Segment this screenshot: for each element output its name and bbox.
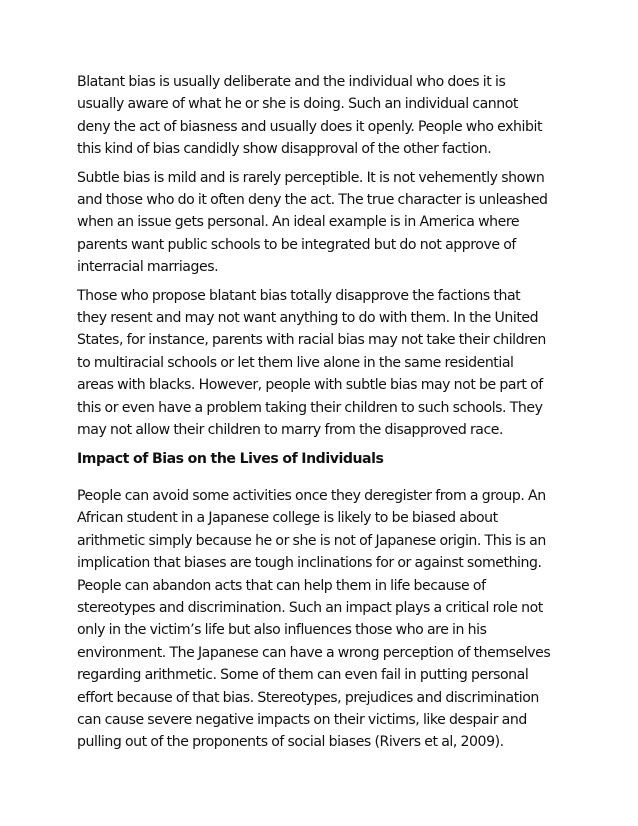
text-line: they resent and may not want anything to do with them. In the United bbox=[77, 310, 539, 327]
text-line: can cause severe negative impacts on their victims, like despair and bbox=[77, 711, 527, 728]
text-line: when an issue gets personal. An ideal example is in America where bbox=[77, 214, 520, 231]
text-line: this or even have a problem taking their children to such schools. They bbox=[77, 399, 543, 416]
text-line: to multiracial schools or let them live alone in the same residential bbox=[77, 354, 514, 371]
text-line: Those who propose blatant bias totally disapprove the factions that bbox=[77, 287, 521, 304]
text-line: African student in a Japanese college is likely to be biased about bbox=[77, 510, 498, 527]
text-line: stereotypes and discrimination. Such an impact plays a critical role not bbox=[77, 599, 543, 616]
text-line: arithmetic simply because he or she is not of Japanese origin. This is an bbox=[77, 532, 546, 549]
text-line: People can abandon acts that can help them in life because of bbox=[77, 577, 486, 594]
text-line: States, for instance, parents with racial bias may not take their children bbox=[77, 332, 546, 349]
paragraph-blatant-bias bbox=[77, 71, 569, 161]
text-line: regarding arithmetic. Some of them can even fail in putting personal bbox=[77, 667, 529, 684]
paragraph-comparison bbox=[77, 285, 569, 442]
text-line: Blatant bias is usually deliberate and the individual who does it is bbox=[77, 74, 506, 90]
paragraph-subtle-bias bbox=[77, 167, 569, 279]
text-line: areas with blacks. However, people with subtle bias may not be part of bbox=[77, 377, 543, 394]
document-page bbox=[77, 71, 569, 760]
text-line: deny the act of biasness and usually does it openly. People who exhibit bbox=[77, 118, 543, 135]
text-line: interracial marriages. bbox=[77, 259, 219, 276]
text-line: parents want public schools to be integrated but do not approve of bbox=[77, 236, 516, 253]
text-line: usually aware of what he or she is doing. Such an individual cannot bbox=[77, 96, 518, 113]
text-line: pulling out of the proponents of social biases (Rivers et al, 2009). bbox=[77, 734, 504, 751]
text-line: only in the victim’s life but also influences those who are in his bbox=[77, 622, 487, 639]
text-line: implication that biases are tough inclinations for or against something. bbox=[77, 555, 542, 572]
text-line: effort because of that bias. Stereotypes, prejudices and discrimination bbox=[77, 689, 539, 706]
paragraph-impact bbox=[77, 485, 569, 754]
text-line: environment. The Japanese can have a wrong perception of themselves bbox=[77, 644, 551, 661]
text-line: may not allow their children to marry from the disapproved race. bbox=[77, 422, 504, 439]
section-heading-text: Impact of Bias on the Lives of Individuals bbox=[77, 450, 384, 467]
text-line: People can avoid some activities once they deregister from a group. An bbox=[77, 487, 546, 504]
text-line: this kind of bias candidly show disapproval of the other faction. bbox=[77, 141, 492, 158]
text-line: and those who do it often deny the act. The true character is unleashed bbox=[77, 192, 548, 209]
section-heading bbox=[77, 448, 569, 470]
text-line: Subtle bias is mild and is rarely perceptible. It is not vehemently shown bbox=[77, 169, 545, 186]
